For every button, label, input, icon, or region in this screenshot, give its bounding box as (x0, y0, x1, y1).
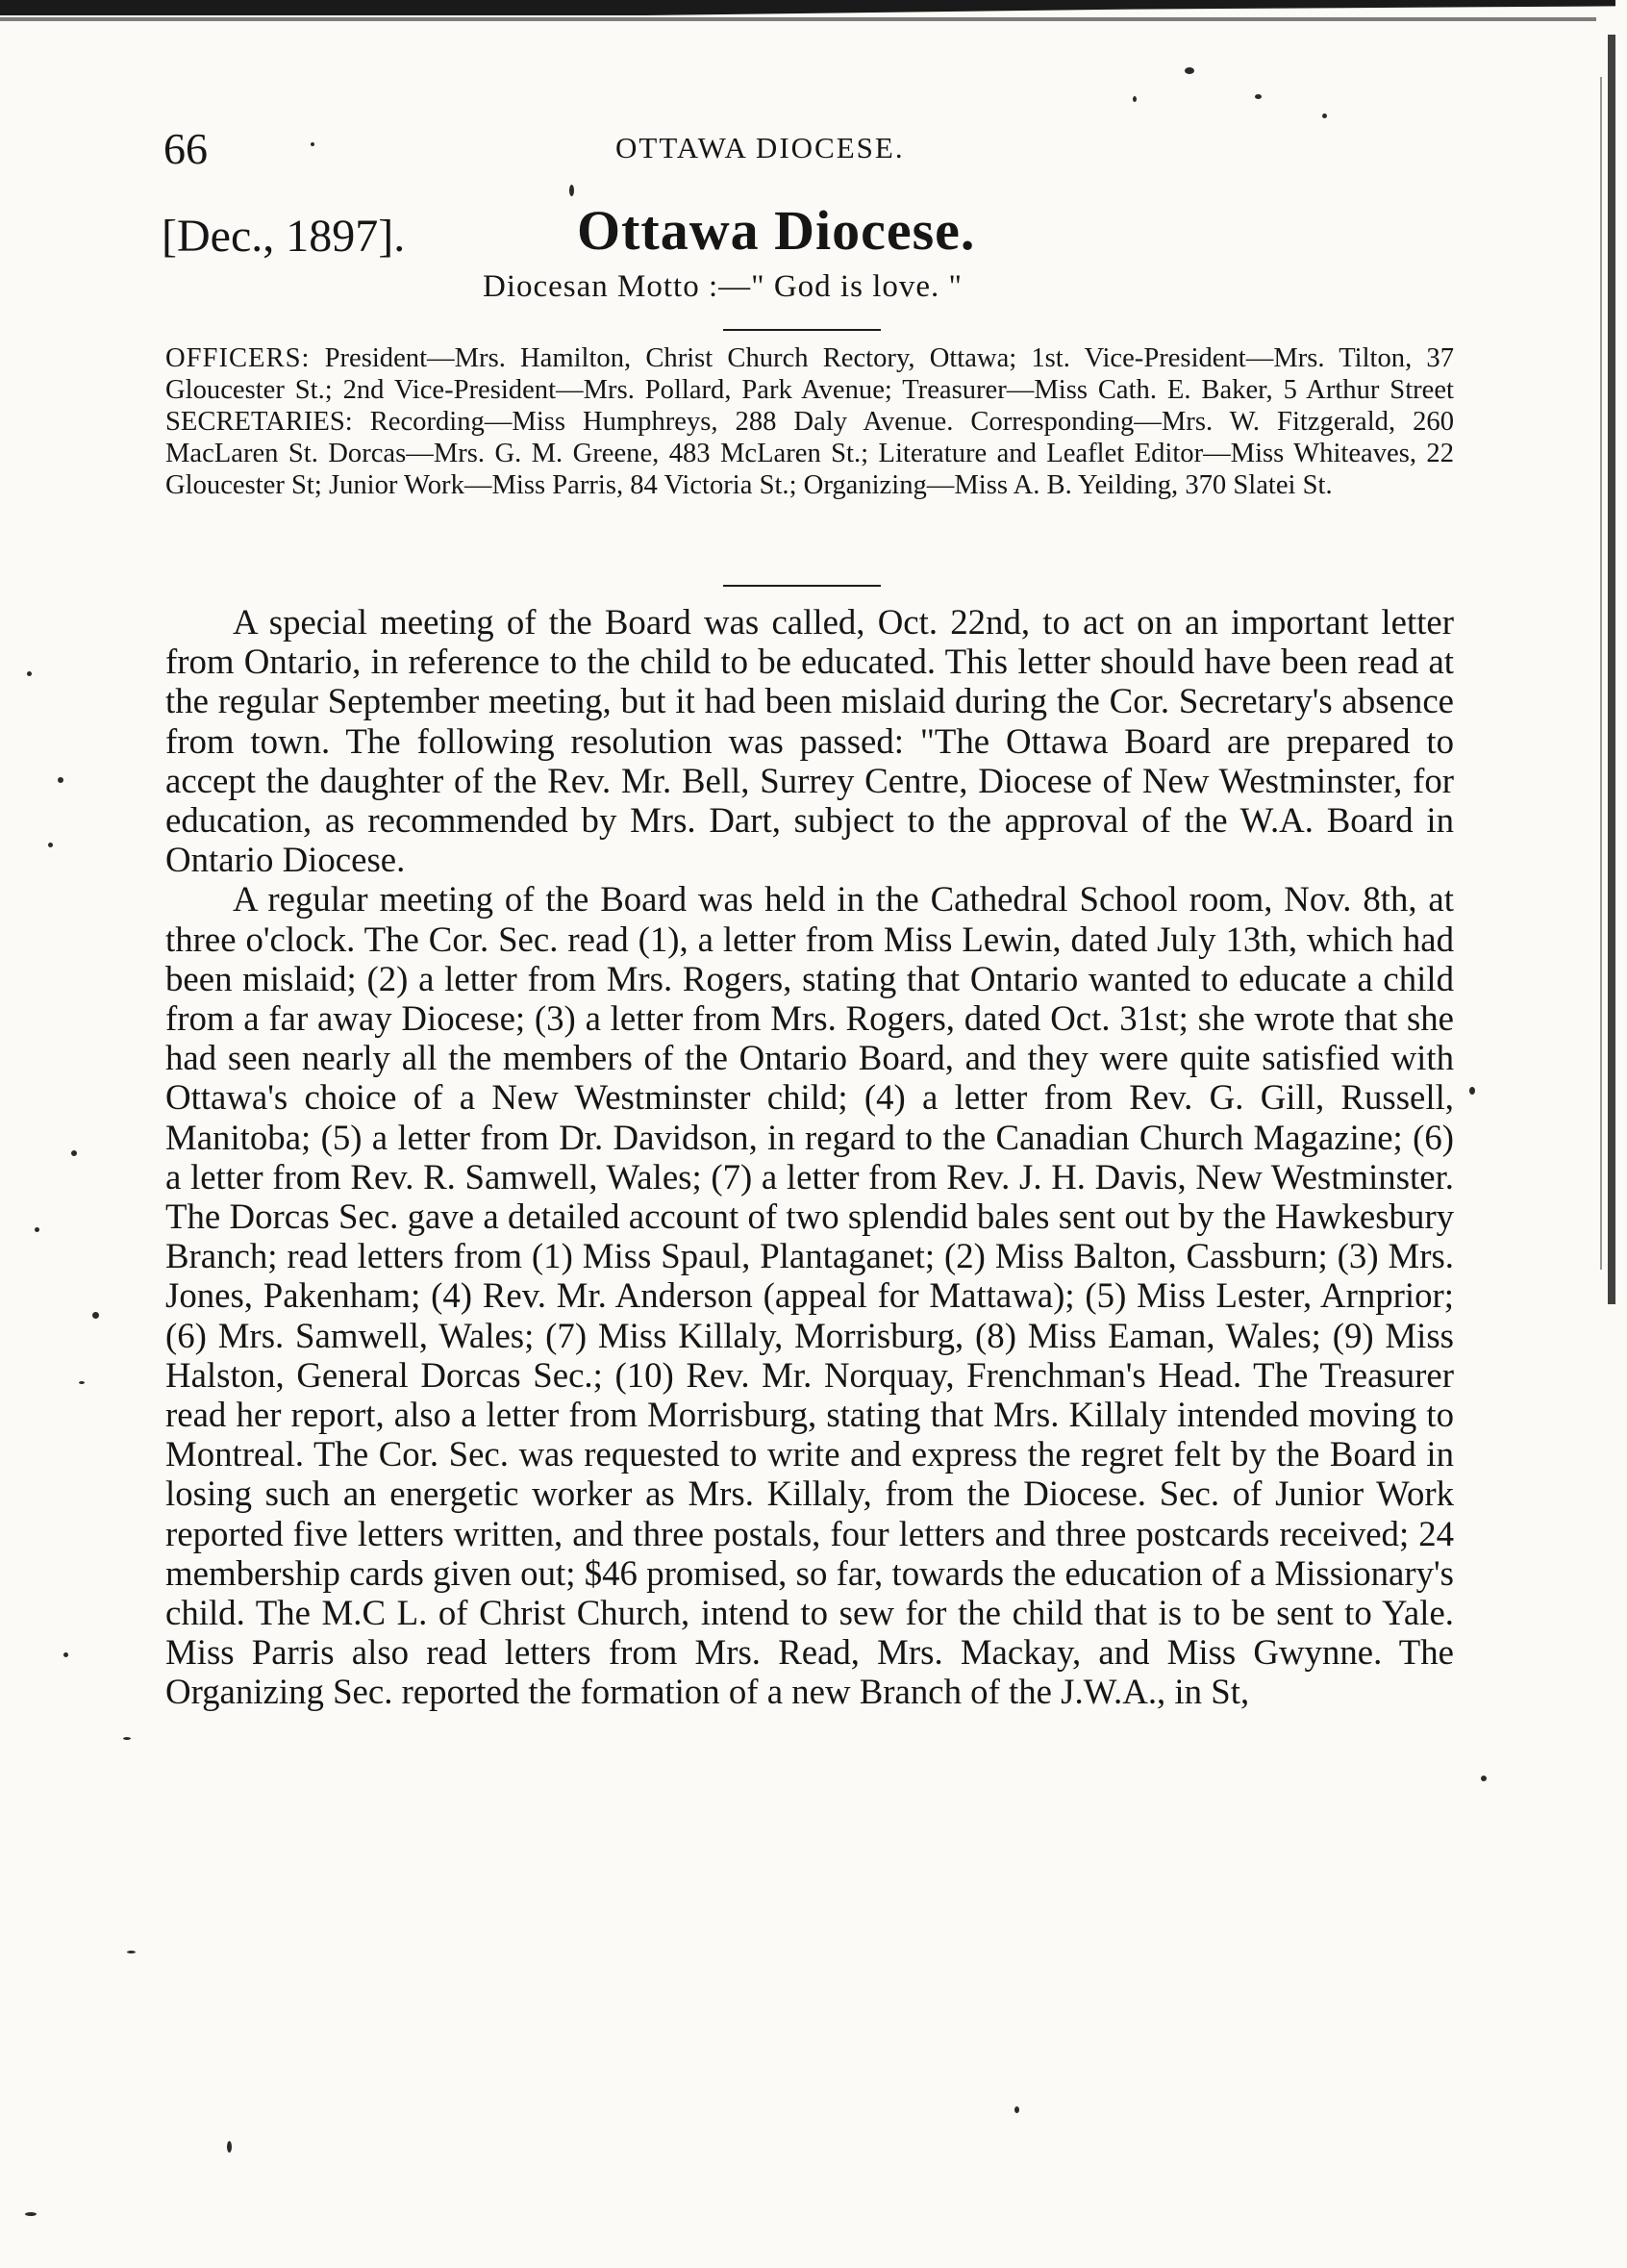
scan-right-edge (1608, 35, 1615, 1304)
scan-speck (79, 1381, 85, 1384)
officers-list (165, 342, 1454, 501)
page-heading: Ottawa Diocese. (577, 199, 976, 262)
scan-speck (1133, 96, 1137, 102)
scan-speck (127, 1951, 136, 1953)
officers-label: OFFICERS: (165, 343, 311, 373)
scan-speck (92, 1312, 99, 1319)
scan-speck (1322, 113, 1327, 118)
scan-speck (1014, 2106, 1019, 2113)
paragraph: A special meeting of the Board was called, Oct. 22nd, to act on an important letter from Ontario, in reference to the child to be educated. This letter should have been read at the regular September meeting, but it had been mislaid during the Cor. Secretary's absence from town. The following resolution was passed: "The Ottawa Board are prepared to accept the daughter of the Rev. Mr. Bell, Surrey Centre, Diocese of New Westminster, for education, as recommended by Mrs. Dart, subject to the approval of the W.A. Board in Ontario Diocese. (165, 602, 1454, 880)
scan-speck (1255, 94, 1262, 99)
scan-speck (35, 1227, 39, 1232)
scan-speck (58, 777, 63, 783)
scan-top-border (0, 0, 1615, 15)
scan-speck (123, 1737, 131, 1740)
scan-top-border-shadow (0, 17, 1596, 21)
diocesan-motto: Diocesan Motto :—" God is love. " (483, 269, 963, 304)
divider-rule (723, 585, 881, 587)
scan-speck (63, 1652, 68, 1657)
page-number: 66 (163, 124, 208, 173)
scan-speck (569, 185, 574, 196)
divider-rule (723, 329, 881, 331)
report-body (165, 602, 1454, 1712)
scan-speck (1185, 67, 1194, 74)
paragraph: A regular meeting of the Board was held in the Cathedral School room, Nov. 8th, at three o'clock. The Cor. Sec. read (1), a letter from Miss Lewin, dated July 13th, which had been mislaid; (2) a letter from Mrs. Rogers, stating that Ontario wanted to educate a child from a far away Diocese; (3) a letter from Mrs. Rogers, dated Oct. 31st; she wrote that she had seen nearly all the members of the Ontario Board, and they were quite satisfied with Ottawa's choice of a New Westminster child; (4) a letter from Rev. G. Gill, Russell, Manitoba; (5) a letter from Dr. Davidson, in regard to the Canadian Church Magazine; (6) a letter from Rev. R. Samwell, Wales; (7) a letter from Rev. J. H. Davis, New Westminster. The Dorcas Sec. gave a detailed account of two splendid bales sent out by the Hawkesbury Branch; read letters from (1) Miss Spaul, Plantaganet; (2) Miss Balton, Cassburn; (3) Mrs. Jones, Pakenham; (4) Rev. Mr. Anderson (appeal for Mattawa); (5) Miss Lester, Arnprior; (6) Mrs. Samwell, Wales; (7) Miss Killaly, Morrisburg, (8) Miss Eaman, Wales; (9) Miss Halston, General Dorcas Sec.; (10) Rev. Mr. Norquay, Frenchman's Head. The Treasurer read her report, also a letter from Morrisburg, stating that Mrs. Killaly intended moving to Montreal. The Cor. Sec. was requested to write and express the regret felt by the Board in losing such an energetic worker as Mrs. Killaly, from the Diocese. Sec. of Junior Work reported five letters written, and three postals, four letters and three postcards received; 24 membership cards given out; $46 promised, so far, towards the education of a Missionary's child. The M.C L. of Christ Church, intend to sew for the child that is to be sent to Yale. Miss Parris also read letters from Mrs. Read, Mrs. Mackay, and Miss Gwynne. The Organizing Sec. reported the formation of a new Branch of the J.W.A., in St, (165, 879, 1454, 1712)
scan-speck (25, 2212, 37, 2216)
scan-speck (1469, 1087, 1475, 1095)
scan-speck (1481, 1776, 1487, 1781)
officers-text: President—Mrs. Hamilton, Christ Church Rectory, Ottawa; 1st. Vice-President—Mrs. Tilton, 37 Gloucester St.; 2nd Vice-President—Mrs. Pollard, Park Avenue; Treasurer—Miss Cath. E. Baker, 5 Arthur Street SECRETARIES: Recording—Miss Humphreys, 288 Daly Avenue. Corresponding—Mrs. W. Fitzgerald, 260 MacLaren St. Dorcas—Mrs. G. M. Greene, 483 McLaren St.; Literature and Leaflet Editor—Miss Whiteaves, 22 Gloucester St; Junior Work—Miss Parris, 84 Victoria St.; Organizing—Miss A. B. Yeilding, 370 Slatei St. (165, 343, 1454, 500)
running-title: OTTAWA DIOCESE. (615, 131, 905, 164)
scan-speck (27, 671, 32, 676)
scan-right-edge-shadow (1600, 77, 1602, 1270)
running-head (163, 123, 1471, 181)
scan-speck (227, 2141, 232, 2153)
scan-speck (71, 1150, 77, 1156)
scan-speck (48, 843, 53, 847)
issue-date: [Dec., 1897]. (162, 211, 406, 262)
